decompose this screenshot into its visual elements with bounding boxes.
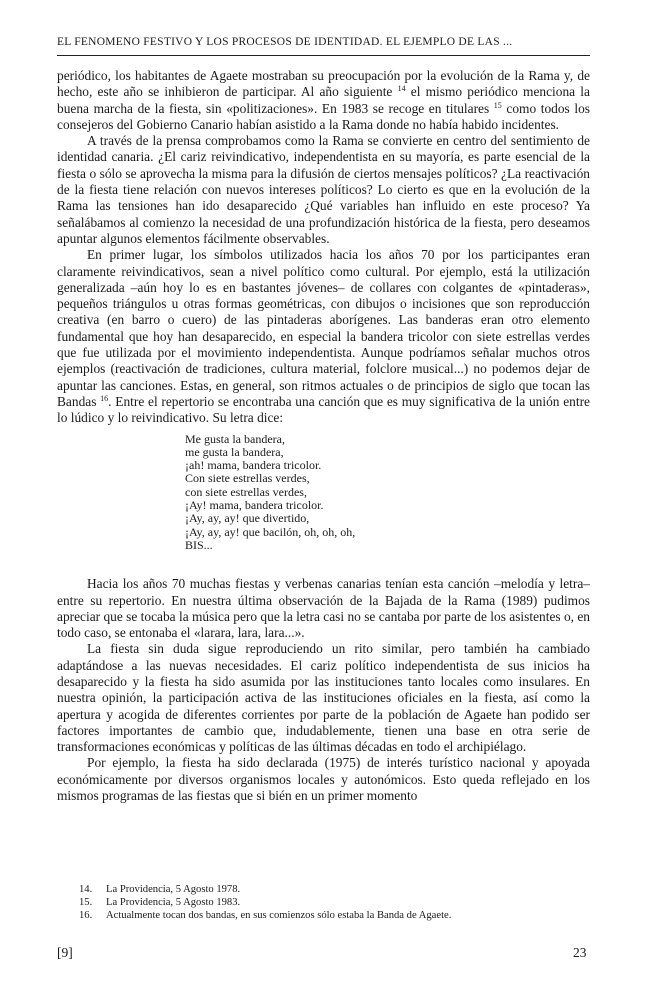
paragraph-1-part-b: el mismo periódico menciona la buena marcha de la fiesta, sin «politizaciones». En 1983 se recoge en titulares [57,84,590,116]
footnote-number: 16. [79,910,93,921]
paragraph-3 [57,247,590,426]
paragraph-1-part-a: periódico, los habitantes de Agaete mostraban su preocupación por la evolución de la Rama y, de hecho, este año se inhibieron de participar. Al año siguiente [57,68,590,100]
paragraph-2: A través de la prensa comprobamos como la Rama se convierte en centro del sentimiento de identidad canaria. ¿El cariz reivindicativo, independentista en su mayoría, es parte esencial de la fiesta o sólo se aprovecha la misma para la difusión de ciertos mensajes políticos? ¿La reactivación de la fiesta tiene relación con nuevos intereses políticos? Lo cierto es que en la evolución de la Rama las tensiones han ido desaparecido ¿Qué variables han influido en este proceso? Ya señalábamos al comienzo la necesidad de una profundización histórica de la fiesta, pero deseamos apuntar algunos elementos fácilmente observables. [57,133,590,246]
body-text [57,68,590,804]
footnote-number: 15. [79,897,93,908]
lyric-line: con siete estrellas verdes, [185,484,307,499]
footnote-ref-15[interactable]: 15 [493,100,502,110]
running-header: EL FENOMENO FESTIVO Y LOS PROCESOS DE IDENTIDAD. EL EJEMPLO DE LAS ... [57,36,513,48]
lyric-line: ¡Ay, ay, ay! que bacilón, oh, oh, oh, [185,524,356,539]
lyric-line: ¡ah! mama, bandera tricolor. [185,458,322,473]
footnote-text: La Providencia, 5 Agosto 1983. [106,897,241,908]
footnote-number: 14. [79,884,93,895]
lyric-line: me gusta la bandera, [185,444,284,459]
footnote-15 [79,896,579,909]
section-number: [9] [57,945,73,960]
paragraph-1 [57,68,590,133]
song-lyrics [185,433,590,553]
footnotes [79,883,579,922]
header-rule [57,55,590,56]
paragraph-3-part-b: . Entre el repertorio se encontraba una canción que es muy significativa de la unión entre lo lúdico y lo reivindicativo. Su letra dice: [57,393,590,426]
lyric-line: Con siete estrellas verdes, [185,471,310,486]
lyric-line: BIS... [185,537,213,552]
footnote-14 [79,883,579,896]
footnote-ref-16[interactable]: 16 [100,393,109,403]
paragraph-6: Por ejemplo, la fiesta ha sido declarada (1975) de interés turístico nacional y apoyada económicamente por diversos organismos locales y autonómicos. Esto queda reflejado en los mismos programas de las fiestas que si bién en un primer momento [57,755,590,804]
paragraph-1-part-c: como todos los consejeros del Gobierno Canario habían asistido a la Rama donde no había habido incidentes. [57,100,590,132]
paragraph-3-part-a: En primer lugar, los símbolos utilizados hacia los años 70 por los participantes eran claramente reivindicativos, sean a nivel político como cultural. Por ejemplo, está la utilización generalizada –aún hoy lo es en bastantes jóvenes– de collares con colgantes de «pintaderas», pequeños triángulos u otras formas geométricas, con dibujos o incisiones que son reproducción creativa (en barro o cuero) de las pintaderas aborígenes. Las banderas eran otro elemento fundamental que hoy han desaparecido, en especial la bandera tricolor con siete estrellas verdes que fue utilizada por el movimiento independentista. Aunque podríamos señalar muchos otros ejemplos (reactivación de tradiciones, cultura material, folclore musical...) no podemos dejar de apuntar las canciones. Estas, en general, son ritmos actuales o de principios de siglo que tocan las Bandas [57,247,590,409]
paragraph-5: La fiesta sin duda sigue reproduciendo un rito similar, pero también ha cambiado adaptándose a las nuevas necesidades. El cariz político independentista de sus inicios ha desaparecido y la fiesta ha sido asumida por las instituciones tanto locales como insulares. En nuestra opinión, la participación activa de las instituciones oficiales en la fiesta, así como la apertura y acogida de diferentes corrientes por parte de la población de Agaete han podido ser factores importantes de cambio que, indudablemente, tienen una base en otra serie de transformaciones económicas y políticas de las últimas décadas en todo el archipiélago. [57,641,590,755]
paragraph-4: Hacia los años 70 muchas fiestas y verbenas canarias tenían esta canción –melodía y letra– entre su repertorio. En nuestra última observación de la Bajada de la Rama (1989) pudimos apreciar que se tocaba la música pero que la letra casi no se cantaba por parte de los asistentes o, en todo caso, se entonaba el «larara, lara, lara...». [57,576,590,641]
lyric-line: ¡Ay! mama, bandera tricolor. [185,498,324,513]
lyric-line: Me gusta la bandera, [185,431,285,446]
footnote-text: La Providencia, 5 Agosto 1978. [106,884,241,895]
lyric-line: ¡Ay, ay, ay! que divertido, [185,511,310,526]
footnote-text: Actualmente tocan dos bandas, en sus comienzos sólo estaba la Banda de Agaete. [106,910,452,921]
footnote-16 [79,909,579,922]
page-number: 23 [573,945,587,960]
footnote-ref-14[interactable]: 14 [397,84,406,94]
